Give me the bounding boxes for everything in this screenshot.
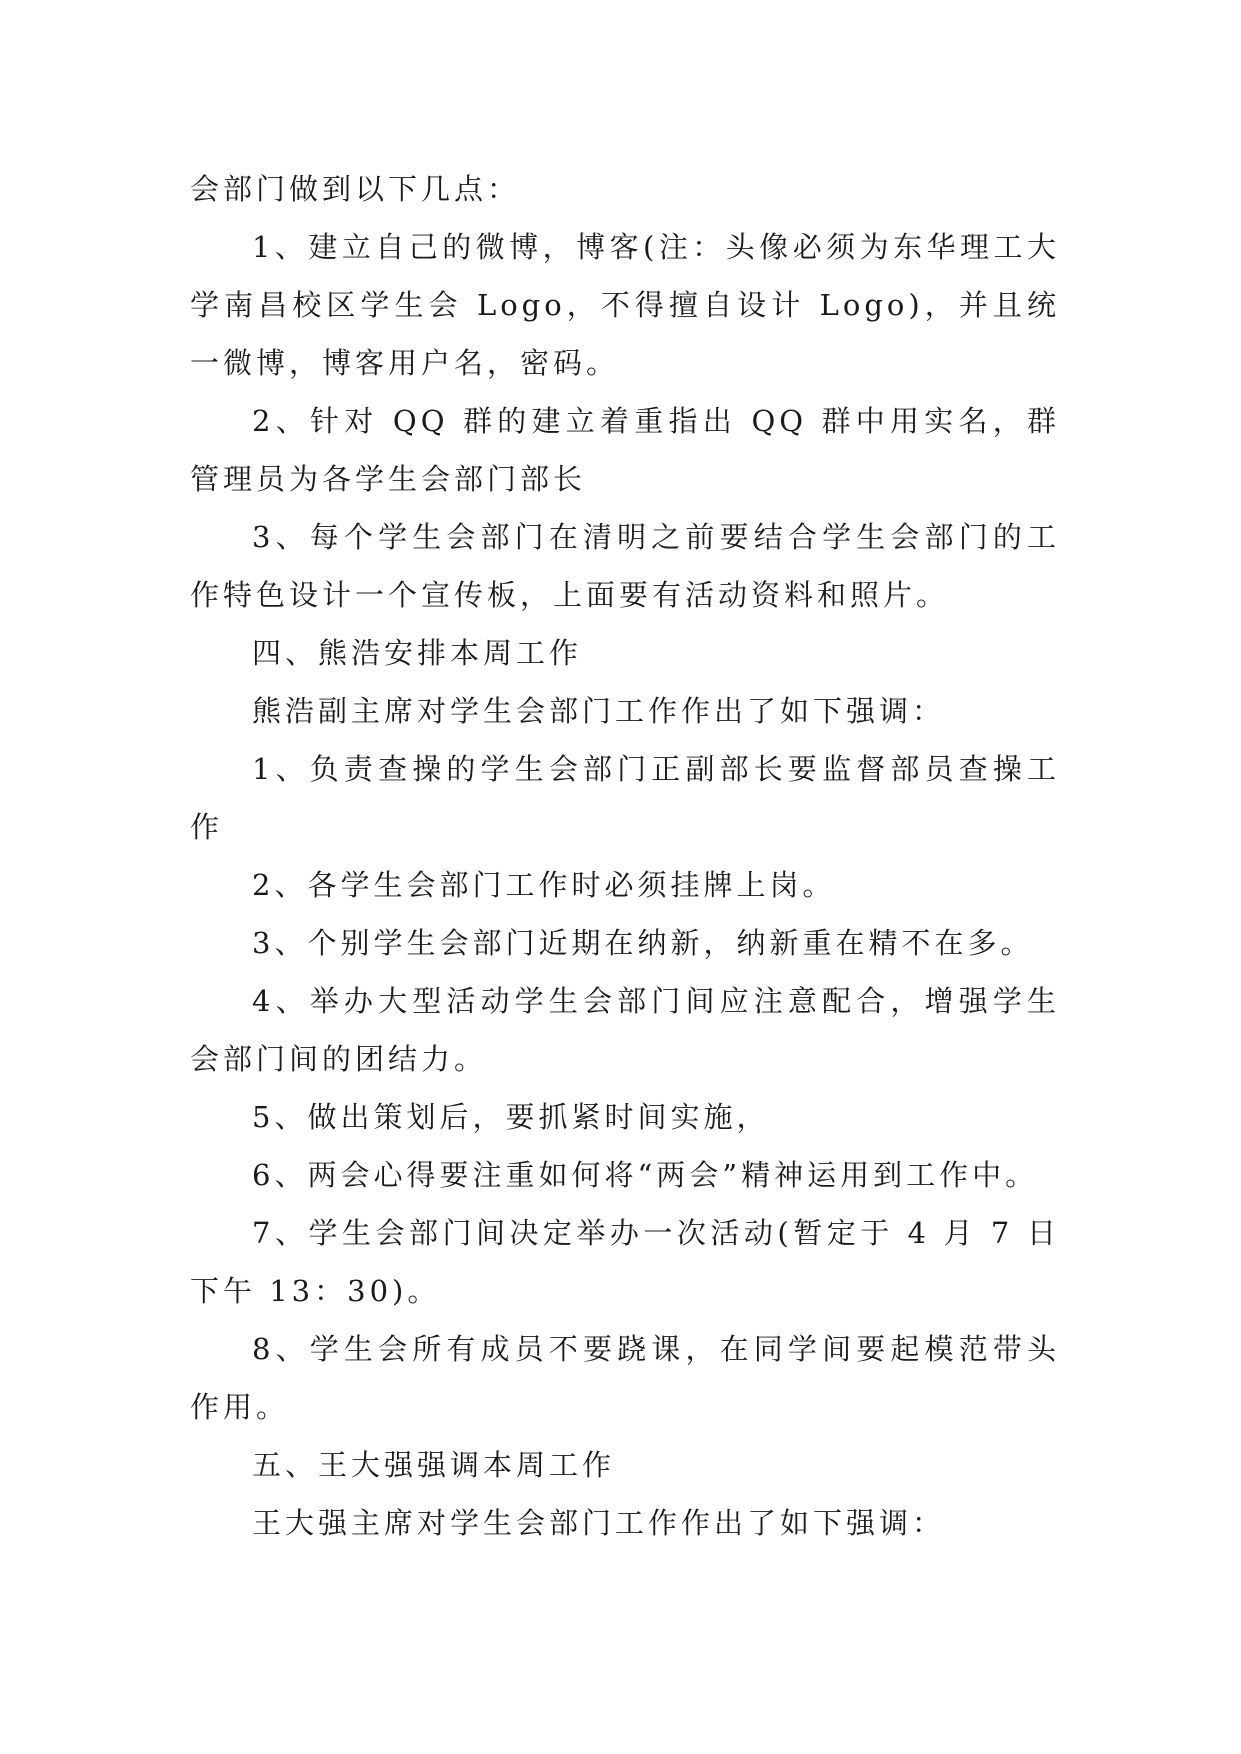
document-body: [190, 160, 1060, 1552]
paragraph-item-1-weibo: 1、建立自己的微博，博客(注：头像必须为东华理工大学南昌校区学生会 Logo，不得擅自设计 Logo)，并且统一微博，博客用户名，密码。: [190, 230, 1060, 380]
paragraph-item-2-badge: 2、各学生会部门工作时必须挂牌上岗。: [252, 868, 836, 902]
paragraph-intro-xiong: 熊浩副主席对学生会部门工作作出了如下强调：: [252, 694, 946, 728]
paragraph-item-4-cooperation: 4、举办大型活动学生会部门间应注意配合，增强学生会部门间的团结力。: [190, 984, 1060, 1076]
paragraph-item-7-activity: 7、学生会部门间决定举办一次活动(暂定于 4 月 7 日下午 13：30)。: [190, 1216, 1060, 1308]
paragraph-intro-wang: 王大强主席对学生会部门工作作出了如下强调：: [252, 1506, 946, 1540]
paragraph-item-1-exercise: 1、负责查操的学生会部门正副部长要监督部员查操工作: [190, 752, 1060, 844]
paragraph-item-3-recruit: 3、个别学生会部门近期在纳新，纳新重在精不在多。: [252, 926, 1034, 960]
paragraph-item-3-board: 3、每个学生会部门在清明之前要结合学生会部门的工作特色设计一个宣传板，上面要有活动资料和照片。: [190, 520, 1060, 612]
paragraph-continuation: 会部门做到以下几点：: [190, 172, 521, 206]
section-heading-4: 四、熊浩安排本周工作: [252, 636, 583, 670]
section-heading-5: 五、王大强强调本周工作: [252, 1448, 616, 1482]
paragraph-item-6-two-sessions: 6、两会心得要注重如何将“两会”精神运用到工作中。: [252, 1158, 1039, 1192]
paragraph-item-8-attendance: 8、学生会所有成员不要跷课，在同学间要起模范带头作用。: [190, 1332, 1060, 1424]
paragraph-item-5-plan: 5、做出策划后，要抓紧时间实施，: [252, 1100, 770, 1134]
paragraph-item-2-qq-group: 2、针对 QQ 群的建立着重指出 QQ 群中用实名，群管理员为各学生会部门部长: [190, 404, 1060, 496]
